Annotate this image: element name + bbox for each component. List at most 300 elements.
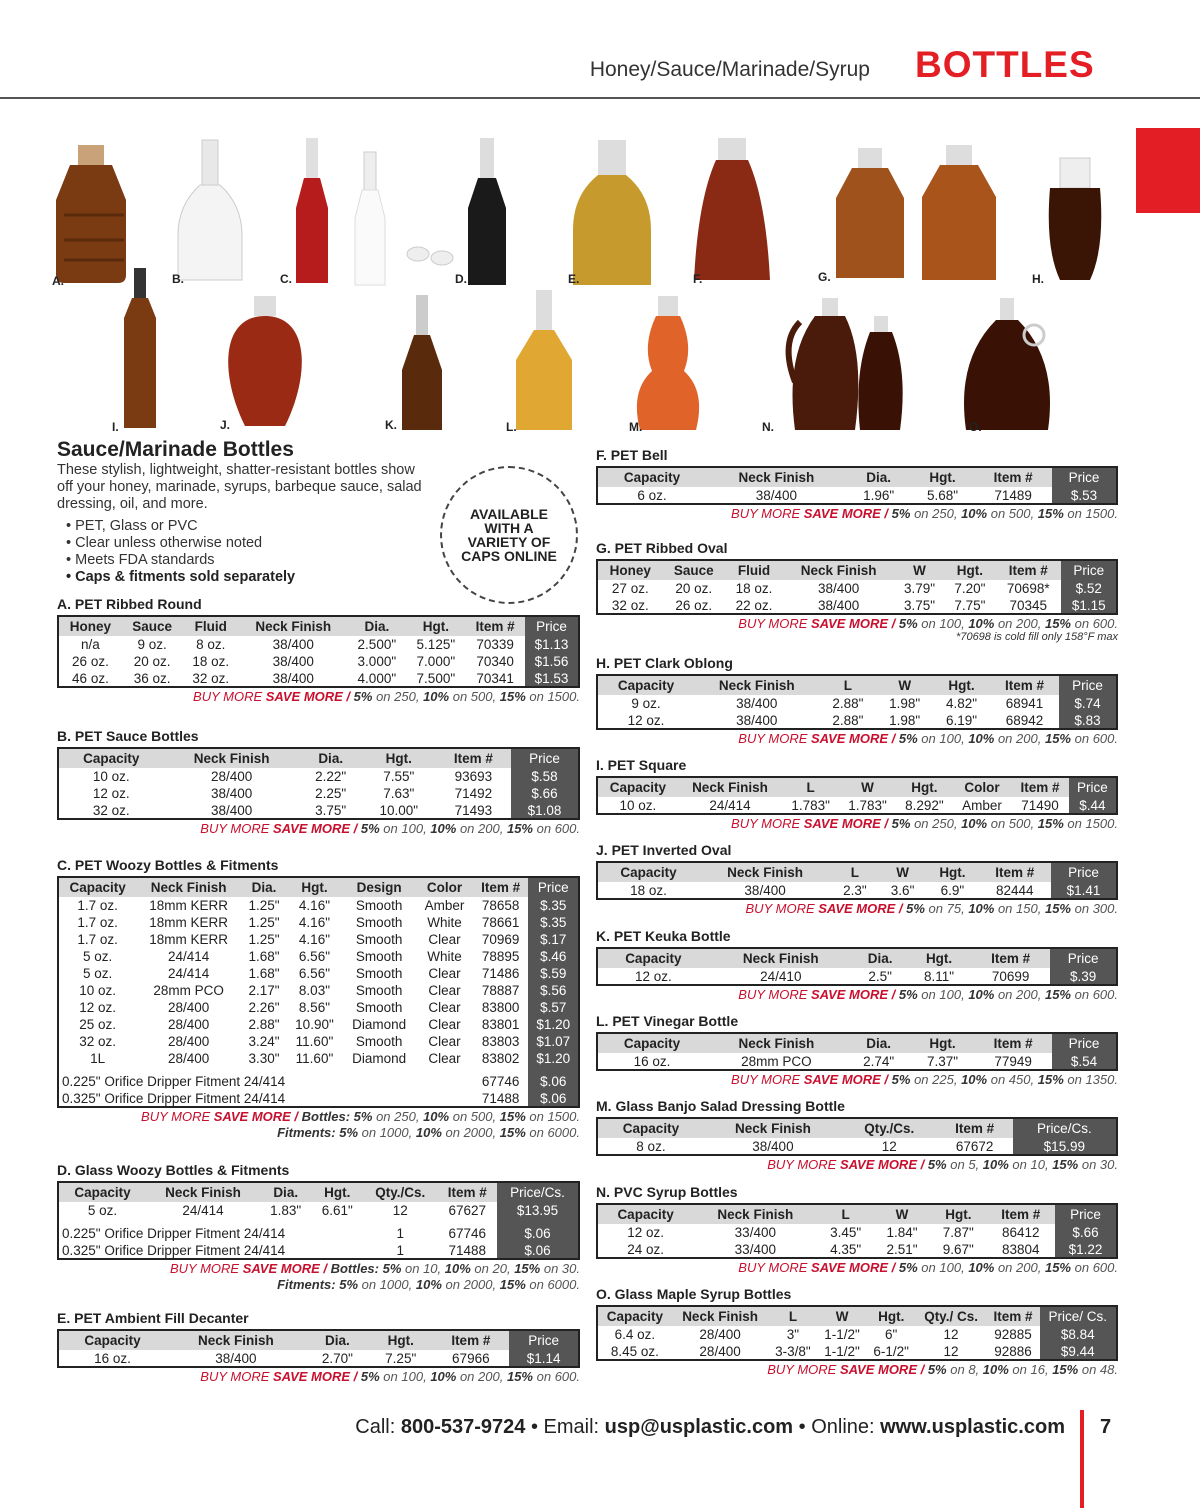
column-header: Neck Finish xyxy=(136,877,241,897)
buy-more-note xyxy=(596,731,1118,746)
section-title: F. PET Bell xyxy=(596,447,668,463)
buy-more-label: Bottles: xyxy=(301,1109,354,1124)
table-cell: 16 oz. xyxy=(58,1350,166,1367)
column-header: L xyxy=(782,777,839,797)
section-title: M. Glass Banjo Salad Dressing Bottle xyxy=(596,1098,845,1114)
column-header: Item # xyxy=(990,675,1059,695)
table-cell: 20 oz. xyxy=(122,653,183,670)
column-header: Item # xyxy=(978,862,1051,882)
table-cell: 78658 xyxy=(473,897,529,914)
column-header: Price xyxy=(1050,948,1117,968)
buy-more-part: on xyxy=(401,1261,424,1276)
table-row xyxy=(58,914,579,931)
bottle-a-image xyxy=(56,145,126,283)
column-header: Dia. xyxy=(306,1330,369,1350)
table-cell: 2.70" xyxy=(306,1350,369,1367)
discount-pct: 5% xyxy=(353,689,373,704)
price-cell: $.06 xyxy=(497,1225,579,1242)
buy-more-part: on xyxy=(1063,1072,1086,1087)
table-cell: 20 oz. xyxy=(663,580,725,597)
discount-pct: 10% xyxy=(423,1109,450,1124)
bottle-g-image xyxy=(836,145,996,280)
feature-item: • Caps & fitments sold separately xyxy=(66,569,295,586)
discount-pct: 5% xyxy=(353,1109,373,1124)
column-header: Hgt. xyxy=(911,1033,975,1053)
product-table xyxy=(596,1203,1118,1259)
spacer: , xyxy=(961,987,969,1002)
product-table xyxy=(57,1181,580,1260)
bottle-c-image xyxy=(296,138,385,285)
discount-qty: 600. xyxy=(1092,616,1118,631)
footer-url[interactable]: www.usplastic.com xyxy=(880,1416,1065,1438)
section-A xyxy=(57,596,580,704)
buy-more-part: on xyxy=(1071,731,1093,746)
column-header: Neck Finish xyxy=(783,560,894,580)
column-header: Neck Finish xyxy=(146,1182,260,1202)
buy-more-part: on xyxy=(379,1369,402,1384)
price-cell: $.57 xyxy=(528,999,579,1016)
table-cell: 1L xyxy=(58,1050,136,1067)
spacer: , xyxy=(1044,1157,1053,1172)
table-cell: 5 oz. xyxy=(58,1202,146,1219)
discount-qty: 1500. xyxy=(1085,816,1118,831)
column-header: W xyxy=(894,560,944,580)
table-cell: 83802 xyxy=(473,1050,529,1067)
discount-qty: 1500. xyxy=(1085,506,1118,521)
table-cell: 3.75" xyxy=(894,597,944,614)
table-row xyxy=(597,1053,1117,1070)
buy-more-part: on xyxy=(441,1277,464,1292)
table-cell: 1.7 oz. xyxy=(58,931,136,948)
table-cell: Smooth xyxy=(342,965,416,982)
table-cell: 1.783" xyxy=(782,797,839,814)
table-cell: 1.25" xyxy=(241,897,287,914)
column-header: Fluid xyxy=(182,616,239,636)
table-cell: 1.7 oz. xyxy=(58,897,136,914)
table-cell: 33/400 xyxy=(693,1224,817,1241)
column-header: Hgt. xyxy=(907,948,971,968)
column-header: Qty./Cs. xyxy=(842,1118,937,1138)
column-header: Neck Finish xyxy=(672,1306,769,1326)
footer-divider xyxy=(1080,1410,1084,1508)
buy-more-part: on xyxy=(917,731,940,746)
discount-pct: 15% xyxy=(1044,1260,1071,1275)
table-header-row xyxy=(597,1306,1117,1326)
table-row xyxy=(597,1326,1117,1343)
table-cell: 68942 xyxy=(990,712,1059,729)
column-header: Capacity xyxy=(58,877,136,897)
table-cell: 77949 xyxy=(974,1053,1052,1070)
discount-pct: 15% xyxy=(499,1277,526,1292)
spacer: , xyxy=(408,1125,416,1140)
discount-pct: 10% xyxy=(961,1072,988,1087)
table-cell: 38/400 xyxy=(163,785,299,802)
table-row xyxy=(58,1016,579,1033)
table-cell: 71493 xyxy=(436,802,511,819)
product-table xyxy=(596,861,1118,900)
table-row xyxy=(58,653,579,670)
intro-title: Sauce/Marinade Bottles xyxy=(57,438,294,461)
buy-more-part: SAVE MORE / xyxy=(839,1362,928,1377)
table-cell: 70699 xyxy=(971,968,1050,985)
fitment-row xyxy=(58,1225,579,1242)
fitment-desc: 0.325" Orifice Dripper Fitment 24/414 xyxy=(58,1090,473,1107)
table-cell: 1.68" xyxy=(241,948,287,965)
price-cell: $1.56 xyxy=(525,653,579,670)
table-cell: 4.16" xyxy=(287,914,342,931)
discount-pct: 10% xyxy=(982,1157,1009,1172)
table-cell: 28mm PCO xyxy=(706,1053,847,1070)
column-header: Neck Finish xyxy=(706,1033,847,1053)
table-header-row xyxy=(597,862,1117,882)
column-header: Hgt. xyxy=(933,675,990,695)
table-cell: 3.30" xyxy=(241,1050,287,1067)
price-cell: $1.53 xyxy=(525,670,579,687)
discount-pct: 10% xyxy=(444,1261,471,1276)
footer-call-label: Call: xyxy=(355,1416,401,1438)
table-cell: 83804 xyxy=(987,1241,1055,1258)
price-cell: $.52 xyxy=(1061,580,1117,597)
buy-more-note xyxy=(596,816,1118,831)
column-header: Price xyxy=(1052,1033,1117,1053)
table-cell: 8 oz. xyxy=(182,636,239,653)
spacer: , xyxy=(961,616,969,631)
product-table xyxy=(596,1117,1118,1156)
table-cell: 82444 xyxy=(978,882,1051,899)
discount-pct: 15% xyxy=(499,1125,526,1140)
table-cell: 1.98" xyxy=(876,712,933,729)
buy-more-part: on xyxy=(987,506,1009,521)
table-cell: 38/400 xyxy=(704,1138,842,1155)
table-cell: 24/410 xyxy=(709,968,853,985)
feature-item: • Clear unless otherwise noted xyxy=(66,535,295,552)
buy-more-part: on xyxy=(470,1261,493,1276)
buy-more-part: on xyxy=(1078,1157,1100,1172)
section-K xyxy=(596,928,1118,1002)
footer-email[interactable]: usp@usplastic.com xyxy=(604,1416,794,1438)
fitment-row xyxy=(58,1242,579,1259)
table-cell: 28/400 xyxy=(136,999,241,1016)
price-cell: $.56 xyxy=(528,982,579,999)
buy-more-part: on xyxy=(449,689,471,704)
table-cell: 38/400 xyxy=(694,695,819,712)
table-cell: 93693 xyxy=(436,768,511,785)
buy-more-part: on xyxy=(917,987,940,1002)
column-header: Dia. xyxy=(241,877,287,897)
table-cell: Smooth xyxy=(342,982,416,999)
table-cell: Clear xyxy=(416,1016,473,1033)
spacer: , xyxy=(1037,731,1045,746)
table-cell: 7.75" xyxy=(945,597,995,614)
table-cell: 12 xyxy=(842,1138,937,1155)
buy-more-part: on xyxy=(994,987,1017,1002)
feature-list xyxy=(66,518,295,586)
table-cell: 71488 xyxy=(473,1090,529,1107)
column-header: Fluid xyxy=(725,560,783,580)
column-header: Capacity xyxy=(58,1330,166,1350)
section-title: L. PET Vinegar Bottle xyxy=(596,1013,739,1029)
table-cell: 28/400 xyxy=(672,1326,769,1343)
table-cell: 3.000" xyxy=(347,653,406,670)
price-cell: $15.99 xyxy=(1013,1138,1117,1155)
table-cell: 10.00" xyxy=(362,802,436,819)
table-cell: Amber xyxy=(953,797,1011,814)
buy-more-label: Fitments: xyxy=(277,1277,340,1292)
table-cell: 6.19" xyxy=(933,712,990,729)
product-table xyxy=(596,559,1118,615)
discount-qty: 500 xyxy=(1008,506,1031,521)
discount-pct: 5% xyxy=(898,731,918,746)
column-header: Item # xyxy=(432,1330,509,1350)
table-cell: 8.292" xyxy=(896,797,953,814)
section-D xyxy=(57,1162,580,1292)
buy-more-part: BUY MORE xyxy=(731,816,804,831)
buy-more-note xyxy=(596,1072,1118,1087)
discount-qty: 30. xyxy=(561,1261,580,1276)
column-header: Price xyxy=(509,1330,579,1350)
column-header: W xyxy=(874,1204,930,1224)
column-header: Dia. xyxy=(300,748,362,768)
price-cell: $.39 xyxy=(1050,968,1117,985)
discount-qty: 1350. xyxy=(1085,1072,1118,1087)
discount-qty: 100 xyxy=(939,616,962,631)
table-cell: Clear xyxy=(416,931,473,948)
buy-more-part: SAVE MORE / xyxy=(213,1109,302,1124)
table-row xyxy=(58,768,579,785)
table-header-row xyxy=(58,1330,579,1350)
footer-phone[interactable]: 800-537-9724 xyxy=(400,1416,526,1438)
column-header: Item # xyxy=(1011,777,1068,797)
discount-qty: 200 xyxy=(1016,1260,1038,1275)
column-header: Price xyxy=(1051,862,1117,882)
section-title: K. PET Keuka Bottle xyxy=(596,928,731,944)
discount-qty: 200 xyxy=(1016,731,1038,746)
price-cell: $9.44 xyxy=(1040,1343,1117,1360)
table-cell: 18mm KERR xyxy=(136,897,241,914)
column-header: Price xyxy=(1055,1204,1117,1224)
section-I xyxy=(596,757,1118,831)
spacer: , xyxy=(437,1261,445,1276)
discount-qty: 100 xyxy=(401,1369,424,1384)
table-cell: 7.37" xyxy=(911,1053,975,1070)
table-header-row xyxy=(58,748,579,768)
column-header: W xyxy=(818,1306,867,1326)
product-table xyxy=(596,1305,1118,1361)
table-header-row xyxy=(597,1033,1117,1053)
spacer: , xyxy=(492,1277,500,1292)
buy-more-part: on xyxy=(917,1260,940,1275)
table-cell: 2.51" xyxy=(874,1241,930,1258)
table-cell: 4.16" xyxy=(287,897,342,914)
header-subtitle: Honey/Sauce/Marinade/Syrup xyxy=(589,58,870,81)
column-header: L xyxy=(768,1306,817,1326)
spacer: , xyxy=(961,901,969,916)
label-d: D. xyxy=(455,272,467,286)
table-row xyxy=(597,597,1117,614)
table-cell: 7.63" xyxy=(362,785,436,802)
table-header-row xyxy=(58,1182,579,1202)
section-title: B. PET Sauce Bottles xyxy=(57,728,199,744)
spacer: , xyxy=(1037,901,1045,916)
table-cell: 78887 xyxy=(473,982,529,999)
spacer: , xyxy=(492,1125,500,1140)
buy-more-part: on xyxy=(924,901,947,916)
table-cell: 24/414 xyxy=(146,1202,260,1219)
column-header: Neck Finish xyxy=(694,675,819,695)
discount-pct: 10% xyxy=(968,901,995,916)
table-cell: 6.56" xyxy=(287,965,342,982)
price-cell: $13.95 xyxy=(497,1202,579,1219)
section-title: O. Glass Maple Syrup Bottles xyxy=(596,1286,792,1302)
buy-more-part: SAVE MORE / xyxy=(273,821,361,836)
spacer: , xyxy=(423,1369,431,1384)
table-cell: 38/400 xyxy=(166,1350,306,1367)
column-header: Hgt. xyxy=(926,862,978,882)
discount-qty: 150 xyxy=(1016,901,1038,916)
column-header: Item # xyxy=(971,948,1050,968)
footer-online-label: • Online: xyxy=(793,1416,881,1438)
column-header: Capacity xyxy=(597,862,699,882)
column-header: Item # xyxy=(437,1182,497,1202)
table-row xyxy=(58,999,579,1016)
discount-pct: 10% xyxy=(968,1260,995,1275)
column-header: Capacity xyxy=(597,1118,704,1138)
column-header: Dia. xyxy=(260,1182,312,1202)
discount-pct: 10% xyxy=(982,1362,1009,1377)
price-cell: $1.41 xyxy=(1051,882,1117,899)
price-cell: $1.08 xyxy=(511,802,579,819)
column-header: Capacity xyxy=(597,1033,706,1053)
table-cell: 12 oz. xyxy=(58,999,136,1016)
caps-badge xyxy=(440,466,578,604)
spacer: , xyxy=(492,1109,500,1124)
discount-qty: 100 xyxy=(401,821,424,836)
discount-pct: 5% xyxy=(339,1125,359,1140)
table-cell: Smooth xyxy=(342,948,416,965)
column-header: Qty./ Cs. xyxy=(916,1306,987,1326)
section-M xyxy=(596,1098,1118,1172)
discount-qty: 2000 xyxy=(463,1125,493,1140)
discount-qty: 600. xyxy=(1092,1260,1118,1275)
table-cell: 38/400 xyxy=(239,670,347,687)
discount-qty: 300. xyxy=(1092,901,1118,916)
table-cell: 36 oz. xyxy=(122,670,183,687)
bottle-e-image xyxy=(573,140,651,285)
price-cell: $.06 xyxy=(528,1090,579,1107)
buy-more-part: on xyxy=(994,901,1017,916)
table-cell: 1.68" xyxy=(241,965,287,982)
table-cell: 1.25" xyxy=(241,914,287,931)
column-header: Hgt. xyxy=(930,1204,986,1224)
table-cell: 12 xyxy=(916,1343,987,1360)
spacer: , xyxy=(415,1109,424,1124)
section-title: N. PVC Syrup Bottles xyxy=(596,1184,738,1200)
table-cell: 18mm KERR xyxy=(136,931,241,948)
discount-pct: 15% xyxy=(1044,731,1071,746)
table-cell: 38/400 xyxy=(699,882,831,899)
discount-qty: 250 xyxy=(394,689,416,704)
table-cell: 83800 xyxy=(473,999,529,1016)
fitment-row xyxy=(58,1090,579,1107)
table-cell: 71486 xyxy=(473,965,529,982)
table-cell: Smooth xyxy=(342,914,416,931)
column-header: Dia. xyxy=(347,616,406,636)
price-cell: $.66 xyxy=(1055,1224,1117,1241)
column-header: Price xyxy=(1061,560,1117,580)
fitment-row xyxy=(58,1073,579,1090)
bottle-f-image xyxy=(694,138,770,280)
product-table xyxy=(596,466,1118,505)
table-cell: 9 oz. xyxy=(597,695,694,712)
table-row xyxy=(597,968,1117,985)
column-header: Neck Finish xyxy=(699,862,831,882)
label-m: M. xyxy=(629,420,643,434)
section-title: C. PET Woozy Bottles & Fitments xyxy=(57,857,279,873)
table-cell: 38/400 xyxy=(694,712,819,729)
table-cell: 1.783" xyxy=(839,797,896,814)
price-cell: $1.20 xyxy=(528,1050,579,1067)
table-cell: Clear xyxy=(416,1033,473,1050)
buy-more-part: BUY MORE xyxy=(193,689,266,704)
column-header: Color xyxy=(416,877,473,897)
buy-more-part: SAVE MORE / xyxy=(811,731,899,746)
table-cell: 38/400 xyxy=(239,636,347,653)
discount-qty: 10 xyxy=(1030,1157,1045,1172)
column-header: Neck Finish xyxy=(166,1330,306,1350)
table-cell: 83801 xyxy=(473,1016,529,1033)
column-header: Hgt. xyxy=(911,467,975,487)
discount-pct: 15% xyxy=(1044,901,1071,916)
column-header: Capacity xyxy=(597,948,709,968)
discount-qty: 100 xyxy=(939,731,962,746)
spacer: , xyxy=(953,816,962,831)
table-cell: Smooth xyxy=(342,999,416,1016)
table-cell: 5 oz. xyxy=(58,965,136,982)
table-row xyxy=(58,965,579,982)
buy-more-note xyxy=(596,1260,1118,1275)
section-C xyxy=(57,857,580,1140)
label-n: N. xyxy=(762,420,774,434)
column-header: Honey xyxy=(58,616,122,636)
buy-more-note xyxy=(57,1109,580,1124)
buy-more-label: Bottles: xyxy=(330,1261,383,1276)
price-cell: $.46 xyxy=(528,948,579,965)
column-header: Capacity xyxy=(58,1182,146,1202)
caps-badge-text: AVAILABLE WITH A VARIETY OF CAPS ONLINE xyxy=(461,506,557,564)
table-cell: 24/414 xyxy=(136,948,241,965)
buy-more-part: on xyxy=(525,1109,548,1124)
column-header: Sauce xyxy=(122,616,183,636)
discount-qty: 225 xyxy=(932,1072,954,1087)
label-k: K. xyxy=(385,418,397,432)
label-j: J. xyxy=(220,418,231,432)
buy-more-part: on xyxy=(525,1125,548,1140)
buy-more-note xyxy=(57,1277,580,1292)
discount-pct: 10% xyxy=(423,689,450,704)
spacer: , xyxy=(953,1072,962,1087)
column-header: L xyxy=(819,675,876,695)
discount-pct: 5% xyxy=(898,616,918,631)
buy-more-part: SAVE MORE / xyxy=(803,506,892,521)
buy-more-part: on xyxy=(1063,506,1086,521)
table-cell: 67746 xyxy=(437,1225,497,1242)
table-row xyxy=(597,882,1117,899)
discount-pct: 10% xyxy=(415,1277,442,1292)
table-cell: White xyxy=(416,948,473,965)
table-cell: 38/400 xyxy=(239,653,347,670)
page-number: 7 xyxy=(1100,1416,1112,1438)
table-cell: 11.60" xyxy=(287,1050,342,1067)
